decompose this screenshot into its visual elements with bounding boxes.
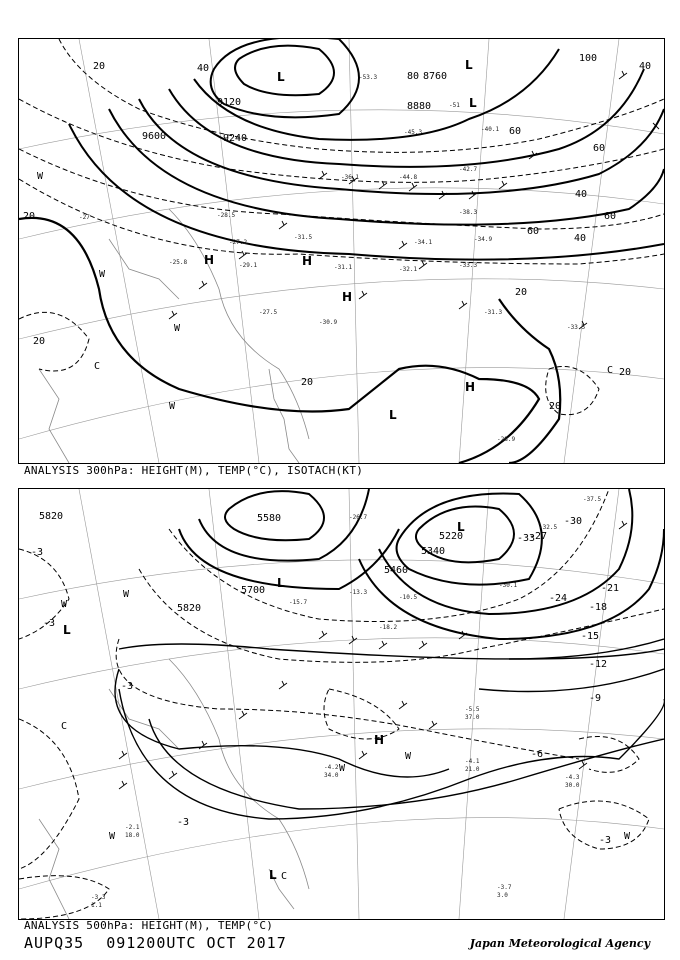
isotach-label: 20 (33, 336, 46, 347)
low-center: L (277, 70, 285, 84)
station-value: -13.3 (349, 589, 368, 596)
temp-label: -3 (43, 618, 56, 629)
station-value: -4.1 (465, 758, 480, 765)
isotach-label: 60 (593, 143, 606, 154)
map-panel-300hpa (18, 38, 665, 464)
low-center: L (465, 58, 473, 72)
station-value: 37.0 (465, 714, 480, 721)
temp-labels-500 (31, 516, 619, 846)
isotach-label: 40 (575, 189, 588, 200)
height-label: 5820 (39, 511, 64, 522)
warm-marker: W (109, 831, 116, 842)
station-value: -10.5 (399, 594, 418, 601)
height-contours-500 (179, 489, 664, 639)
station-value: -44.8 (399, 174, 418, 181)
low-center: L (457, 520, 465, 534)
station-value: 1.1 (91, 902, 102, 909)
station-value: -31.5 (294, 234, 313, 241)
station-value: -45.3 (404, 129, 423, 136)
station-observations-500 (91, 496, 601, 909)
isotach-label: 20 (515, 287, 528, 298)
station-value: -36.1 (341, 174, 360, 181)
station-value: -33.5 (567, 324, 586, 331)
high-center: H (374, 733, 385, 747)
isotherm-lines-500 (19, 489, 664, 919)
temp-label: -33 (517, 533, 536, 544)
high-center: H (465, 380, 476, 394)
valid-time: 091200UTC OCT 2017 (106, 934, 287, 952)
temp-label: -3 (31, 547, 44, 558)
station-value: -4.3 (565, 774, 580, 781)
isotach-label: 20 (301, 377, 314, 388)
isotach-label: 60 (527, 226, 540, 237)
map-300hpa (19, 39, 664, 463)
low-center: L (277, 576, 285, 590)
temp-contours-500 (115, 639, 664, 819)
isotach-label: 20 (619, 367, 632, 378)
cold-marker: C (607, 365, 614, 376)
station-value: -29.1 (239, 262, 258, 269)
station-value: -27 (79, 214, 90, 221)
temp-label: -3 (177, 817, 190, 828)
height-labels-300 (142, 71, 447, 144)
height-label: 5460 (384, 565, 409, 576)
height-label: 5580 (257, 513, 282, 524)
height-label: 8880 (407, 101, 432, 112)
temp-label: -18 (589, 602, 608, 613)
station-value: -28.9 (497, 436, 516, 443)
graticule-300 (19, 39, 664, 463)
station-value: -27.5 (259, 309, 278, 316)
warm-marker: W (405, 751, 412, 762)
height-label: 9240 (223, 133, 248, 144)
isotach-label: 100 (579, 53, 598, 64)
temp-label: -27 (529, 531, 548, 542)
height-label: 9600 (142, 131, 167, 142)
temp-label: -6 (531, 749, 544, 760)
low-center: L (389, 408, 397, 422)
warm-marker: W (61, 599, 68, 610)
height-label: 5820 (177, 603, 202, 614)
station-value: -25.8 (169, 259, 188, 266)
station-value: 34.0 (324, 772, 339, 779)
station-value: -2.1 (125, 824, 140, 831)
isotach-lines-300 (19, 39, 664, 415)
isotach-label: 20 (93, 61, 106, 72)
station-value: -32.5 (539, 524, 558, 531)
caption-300hpa: ANALYSIS 300hPa: HEIGHT(M), TEMP(°C), ISOTACH(KT) (24, 464, 364, 477)
temp-label: -30 (564, 516, 583, 527)
isotach-labels-300 (23, 53, 651, 412)
height-label: 5700 (241, 585, 266, 596)
station-value: -31.3 (484, 309, 503, 316)
station-value: -31.1 (334, 264, 353, 271)
low-center: L (469, 96, 477, 110)
station-value: -28.5 (217, 212, 236, 219)
station-value: -30.1 (499, 582, 518, 589)
high-center: H (302, 254, 313, 268)
height-label: 5220 (439, 531, 464, 542)
station-value: -3.7 (497, 884, 512, 891)
isotach-label: 40 (574, 233, 587, 244)
temp-label: -3 (599, 835, 612, 846)
temp-label: -21 (601, 583, 620, 594)
low-center: L (63, 623, 71, 637)
warm-marker: W (624, 831, 631, 842)
temp-label: -9 (589, 693, 602, 704)
map-500hpa (19, 489, 664, 919)
station-value: -4.2 (324, 764, 339, 771)
station-value: -53.3 (359, 74, 378, 81)
temp-label: -24 (549, 593, 568, 604)
cold-marker: C (281, 871, 288, 882)
station-value: -51 (449, 102, 460, 109)
station-value: -15.7 (289, 599, 308, 606)
station-value: -33.3 (459, 262, 478, 269)
warm-marker: W (123, 589, 130, 600)
station-value: -18.2 (379, 624, 398, 631)
station-value: -34.9 (474, 236, 493, 243)
station-value: -42.7 (459, 166, 478, 173)
station-value: 3.0 (497, 892, 508, 899)
graticule-500 (19, 489, 664, 919)
isotach-label: 40 (197, 63, 210, 74)
warm-marker: W (339, 763, 346, 774)
station-value: -30.9 (319, 319, 338, 326)
chart-footer (24, 934, 309, 952)
caption-500hpa: ANALYSIS 500hPa: HEIGHT(M), TEMP(°C) (24, 919, 274, 932)
chart-id: AUPQ35 (24, 934, 85, 952)
station-value: -27.2 (229, 239, 248, 246)
station-value: -37.5 (583, 496, 602, 503)
temp-label: -15 (581, 631, 600, 642)
isotach-label: 20 (549, 401, 562, 412)
station-value: -32.1 (399, 266, 418, 273)
isotach-label: 60 (604, 211, 617, 222)
low-center: L (269, 868, 277, 882)
height-label: 5340 (421, 546, 446, 557)
warm-marker: W (37, 171, 44, 182)
high-center: H (342, 290, 353, 304)
isotach-label: 60 (509, 126, 522, 137)
isotach-label: 80 (407, 71, 420, 82)
warm-marker: W (99, 269, 106, 280)
station-value: -40.1 (481, 126, 500, 133)
station-value: 18.0 (125, 832, 140, 839)
cold-marker: C (61, 721, 68, 732)
temp-label: -12 (589, 659, 608, 670)
agency-name: Japan Meteorological Agency (469, 937, 650, 950)
station-value: -5.5 (465, 706, 480, 713)
station-value: -38.3 (459, 209, 478, 216)
isotach-label: 40 (639, 61, 652, 72)
station-value: 30.0 (565, 782, 580, 789)
warm-marker: W (174, 323, 181, 334)
station-value: 21.0 (465, 766, 480, 773)
high-center: H (204, 253, 215, 267)
station-value: -34.1 (414, 239, 433, 246)
isotach-label: 20 (23, 211, 36, 222)
warm-marker: W (169, 401, 176, 412)
map-panel-500hpa (18, 488, 665, 920)
temp-label: -3 (121, 681, 134, 692)
cold-marker: C (94, 361, 101, 372)
station-value: -26.7 (349, 514, 368, 521)
station-value: -3.3 (91, 894, 106, 901)
height-contours-300 (69, 39, 664, 260)
height-label: 9120 (217, 97, 242, 108)
height-label: 8760 (423, 71, 448, 82)
